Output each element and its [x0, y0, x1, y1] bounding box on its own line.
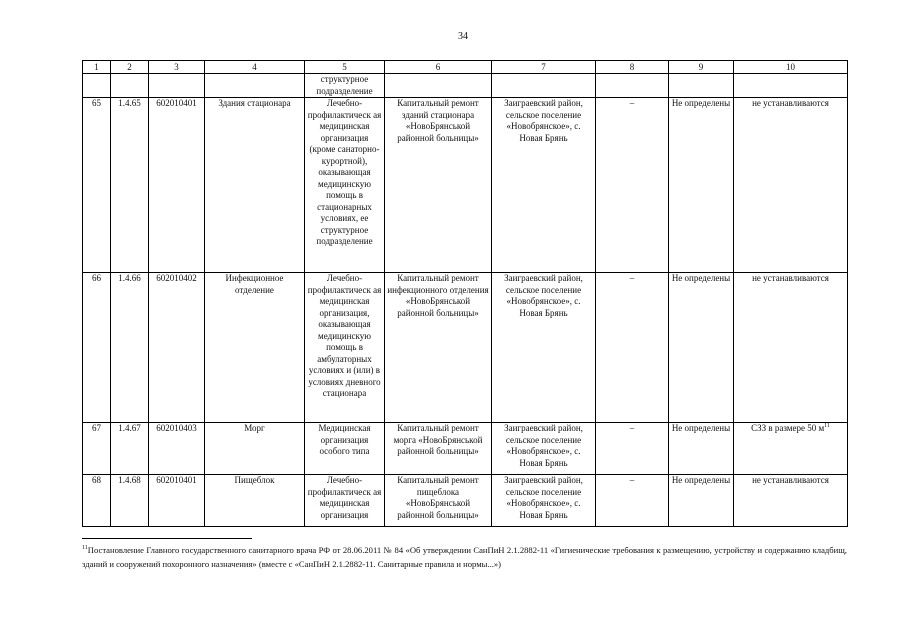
cell-type: Лечебно-профилактическ ая медицинская организация (кроме санаторно-курортной), оказывающая медицинскую помощь в стационарных условиях, ее структурное подразделение — [305, 98, 385, 273]
column-number: 5 — [305, 61, 385, 74]
column-number: 4 — [205, 61, 305, 74]
cell-okof: 602010402 — [149, 273, 205, 423]
cell-empty — [385, 74, 492, 98]
cell-number: 68 — [83, 475, 111, 527]
column-number: 1 — [83, 61, 111, 74]
column-number: 2 — [111, 61, 149, 74]
table-row — [83, 423, 848, 475]
cell-event: Капитальный ремонт зданий стационара «НовоБрянськой районной больницы» — [385, 98, 492, 273]
cell-empty — [734, 74, 848, 98]
column-number-row — [83, 61, 848, 74]
cell-empty — [596, 74, 669, 98]
cell-restriction — [734, 475, 848, 527]
table-row — [83, 273, 848, 423]
cell-empty — [111, 74, 149, 98]
cell-zone: Не определены — [669, 423, 734, 475]
cell-restriction — [734, 273, 848, 423]
cell-code: 1.4.65 — [111, 98, 149, 273]
column-number: 10 — [734, 61, 848, 74]
cell-col8: – — [596, 475, 669, 527]
cell-event: Капитальный ремонт пищеблока «НовоБрянськой районной больницы» — [385, 475, 492, 527]
column-number: 6 — [385, 61, 492, 74]
footnote-separator — [82, 538, 252, 539]
cell-empty — [149, 74, 205, 98]
cell-zone: Не определены — [669, 273, 734, 423]
cell-code: 1.4.66 — [111, 273, 149, 423]
cell-type: Лечебно-профилактическ ая медицинская организация — [305, 475, 385, 527]
cell-empty — [83, 74, 111, 98]
cell-event: Капитальный ремонт морга «НовоБрянськой районной больницы» — [385, 423, 492, 475]
cell-event: Капитальный ремонт инфекционного отделения «НовоБрянськой районной больницы» — [385, 273, 492, 423]
table-row — [83, 475, 848, 527]
cell-okof: 602010401 — [149, 98, 205, 273]
cell-code: 1.4.68 — [111, 475, 149, 527]
cell-zone: Не определены — [669, 98, 734, 273]
footnote-text: Постановление Главного государственного санитарного врача РФ от 28.06.2011 № 84 «Об утверждении СанПиН 2.1.2882-11 «Гигиенические требования к размещению, устройству и содержанию кладбищ, зданий и сооружений похоронного назначения» (вместе с «СанПиН 2.1.2882-11. Санитарные правила и нормы...») — [82, 545, 847, 569]
cell-col8: – — [596, 273, 669, 423]
cell-col8: – — [596, 98, 669, 273]
cell-okof: 602010401 — [149, 475, 205, 527]
restriction-text: СЗЗ в размере 50 м — [751, 423, 825, 433]
cell-object-name: Пищеблок — [205, 475, 305, 527]
cell-type: Медицинская организация особого типа — [305, 423, 385, 475]
cell-type: Лечебно-профилактическ ая медицинская организация, оказывающая медицинскую помощь в амбулаторных условиях и (или) в условиях дневного стационара — [305, 273, 385, 423]
cell-number: 66 — [83, 273, 111, 423]
page-number: 34 — [458, 31, 468, 42]
footnote-marker: 11 — [82, 545, 88, 552]
cell-location: Заиграевский район, сельское поселение «Новобрянское», с. Новая Брянь — [492, 273, 596, 423]
restriction-text: не устанавливаются — [752, 475, 829, 485]
cell-location: Заиграевский район, сельское поселение «Новобрянское», с. Новая Брянь — [492, 98, 596, 273]
footnote — [82, 544, 847, 571]
continuation-row — [83, 74, 848, 98]
cell-zone: Не определены — [669, 475, 734, 527]
cell-restriction — [734, 98, 848, 273]
cell-location: Заиграевский район, сельское поселение «Новобрянское», с. Новая Брянь — [492, 475, 596, 527]
table-body — [83, 61, 848, 527]
footnote-reference: 11 — [824, 423, 830, 429]
table-row — [83, 98, 848, 273]
restriction-text: не устанавливаются — [752, 273, 829, 283]
cell-object-name: Здания стационара — [205, 98, 305, 273]
cell-restriction — [734, 423, 848, 475]
cell-empty — [669, 74, 734, 98]
cell-okof: 602010403 — [149, 423, 205, 475]
restriction-text: не устанавливаются — [752, 98, 829, 108]
cell-location: Заиграевский район, сельское поселение «Новобрянское», с. Новая Брянь — [492, 423, 596, 475]
cell-object-name: Морг — [205, 423, 305, 475]
cell-empty — [205, 74, 305, 98]
cell-object-name: Инфекционное отделение — [205, 273, 305, 423]
cell-empty — [492, 74, 596, 98]
cell-number: 65 — [83, 98, 111, 273]
cell-code: 1.4.67 — [111, 423, 149, 475]
registry-table — [82, 60, 848, 527]
column-number: 7 — [492, 61, 596, 74]
column-number: 3 — [149, 61, 205, 74]
cell-number: 67 — [83, 423, 111, 475]
cell-col8: – — [596, 423, 669, 475]
cell-type: структурное подразделение — [305, 74, 385, 98]
column-number: 8 — [596, 61, 669, 74]
column-number: 9 — [669, 61, 734, 74]
